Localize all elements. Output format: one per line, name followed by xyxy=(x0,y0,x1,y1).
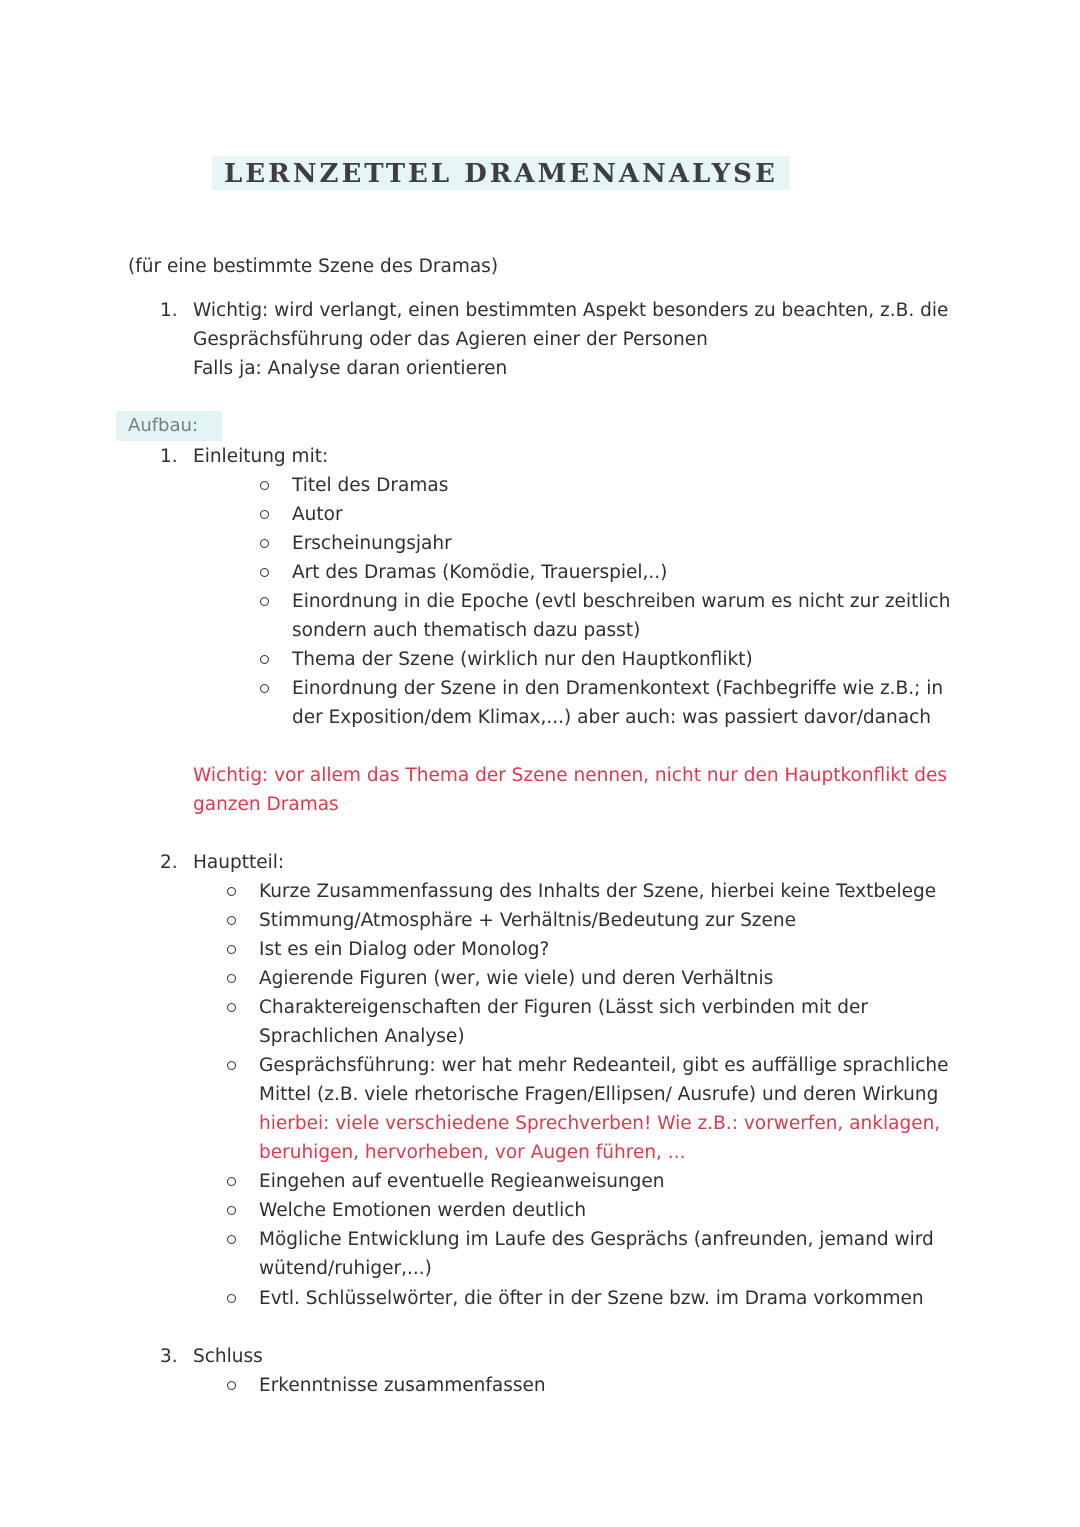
einleitung-number: 1. xyxy=(160,446,178,467)
list-item: Art des Dramas (Komödie, Trauerspiel,..) xyxy=(292,562,668,583)
intro-text: (für eine bestimmte Szene des Dramas) xyxy=(128,256,499,277)
bullet-icon xyxy=(227,1294,236,1303)
bullet-icon xyxy=(227,916,236,925)
bullet-icon xyxy=(260,481,269,490)
bullet-icon xyxy=(260,684,269,693)
list-item-continuation: Sprachlichen Analyse) xyxy=(259,1026,465,1047)
list-item: Titel des Dramas xyxy=(292,475,449,496)
note-number: 1. xyxy=(160,300,178,321)
list-item: Mögliche Entwicklung im Laufe des Gesprächs (anfreunden, jemand wird xyxy=(259,1229,934,1250)
schluss-heading: Schluss xyxy=(193,1346,263,1367)
bullet-icon xyxy=(227,1206,236,1215)
list-item-continuation: wütend/ruhiger,...) xyxy=(259,1258,432,1279)
bullet-icon xyxy=(227,945,236,954)
bullet-icon xyxy=(260,539,269,548)
list-item: Einordnung in die Epoche (evtl beschreiben warum es nicht zur zeitlich xyxy=(292,591,951,612)
list-item: Erscheinungsjahr xyxy=(292,533,452,554)
list-item: Stimmung/Atmosphäre + Verhältnis/Bedeutung zur Szene xyxy=(259,910,797,931)
list-item: Agierende Figuren (wer, wie viele) und deren Verhältnis xyxy=(259,968,774,989)
warning-line: ganzen Dramas xyxy=(193,794,339,815)
list-item-continuation: sondern auch thematisch dazu passt) xyxy=(292,620,641,641)
bullet-icon xyxy=(227,1177,236,1186)
bullet-icon xyxy=(260,597,269,606)
warning-line: Wichtig: vor allem das Thema der Szene nennen, nicht nur den Hauptkonflikt des xyxy=(193,765,947,786)
list-item: Erkenntnisse zusammenfassen xyxy=(259,1375,546,1396)
list-item-continuation: der Exposition/dem Klimax,...) aber auch: was passiert davor/danach xyxy=(292,707,931,728)
list-item: Autor xyxy=(292,504,343,525)
note-line: Wichtig: wird verlangt, einen bestimmten Aspekt besonders zu beachten, z.B. die xyxy=(193,300,949,321)
bullet-icon xyxy=(260,655,269,664)
list-item: Gesprächsführung: wer hat mehr Redeanteil, gibt es auffällige sprachliche xyxy=(259,1055,949,1076)
list-item: Thema der Szene (wirklich nur den Hauptkonflikt) xyxy=(292,649,753,670)
note-line: Falls ja: Analyse daran orientieren xyxy=(193,358,508,379)
list-item: Evtl. Schlüsselwörter, die öfter in der Szene bzw. im Drama vorkommen xyxy=(259,1288,924,1309)
einleitung-heading: Einleitung mit: xyxy=(193,446,329,467)
page-title: LERNZETTEL DRAMENANALYSE xyxy=(212,156,790,190)
sprechverben-line: hierbei: viele verschiedene Sprechverben! Wie z.B.: vorwerfen, anklagen, xyxy=(259,1113,941,1134)
bullet-icon xyxy=(227,1061,236,1070)
bullet-icon xyxy=(227,887,236,896)
hauptteil-number: 2. xyxy=(160,852,178,873)
hauptteil-heading: Hauptteil: xyxy=(193,852,285,873)
bullet-icon xyxy=(227,1003,236,1012)
bullet-icon xyxy=(227,1235,236,1244)
list-item: Welche Emotionen werden deutlich xyxy=(259,1200,587,1221)
list-item: Kurze Zusammenfassung des Inhalts der Szene, hierbei keine Textbelege xyxy=(259,881,937,902)
note-line: Gesprächsführung oder das Agieren einer der Personen xyxy=(193,329,708,350)
list-item: Eingehen auf eventuelle Regieanweisungen xyxy=(259,1171,665,1192)
list-item-continuation: Mittel (z.B. viele rhetorische Fragen/Ellipsen/ Ausrufe) und deren Wirkung xyxy=(259,1084,939,1105)
bullet-icon xyxy=(227,1381,236,1390)
list-item: Einordnung der Szene in den Dramenkontext (Fachbegriffe wie z.B.; in xyxy=(292,678,944,699)
bullet-icon xyxy=(260,568,269,577)
schluss-number: 3. xyxy=(160,1346,178,1367)
bullet-icon xyxy=(227,974,236,983)
section-label-aufbau: Aufbau: xyxy=(116,411,222,441)
sprechverben-line: beruhigen, hervorheben, vor Augen führen, ... xyxy=(259,1142,686,1163)
list-item: Charaktereigenschaften der Figuren (Lässt sich verbinden mit der xyxy=(259,997,868,1018)
list-item: Ist es ein Dialog oder Monolog? xyxy=(259,939,550,960)
bullet-icon xyxy=(260,510,269,519)
